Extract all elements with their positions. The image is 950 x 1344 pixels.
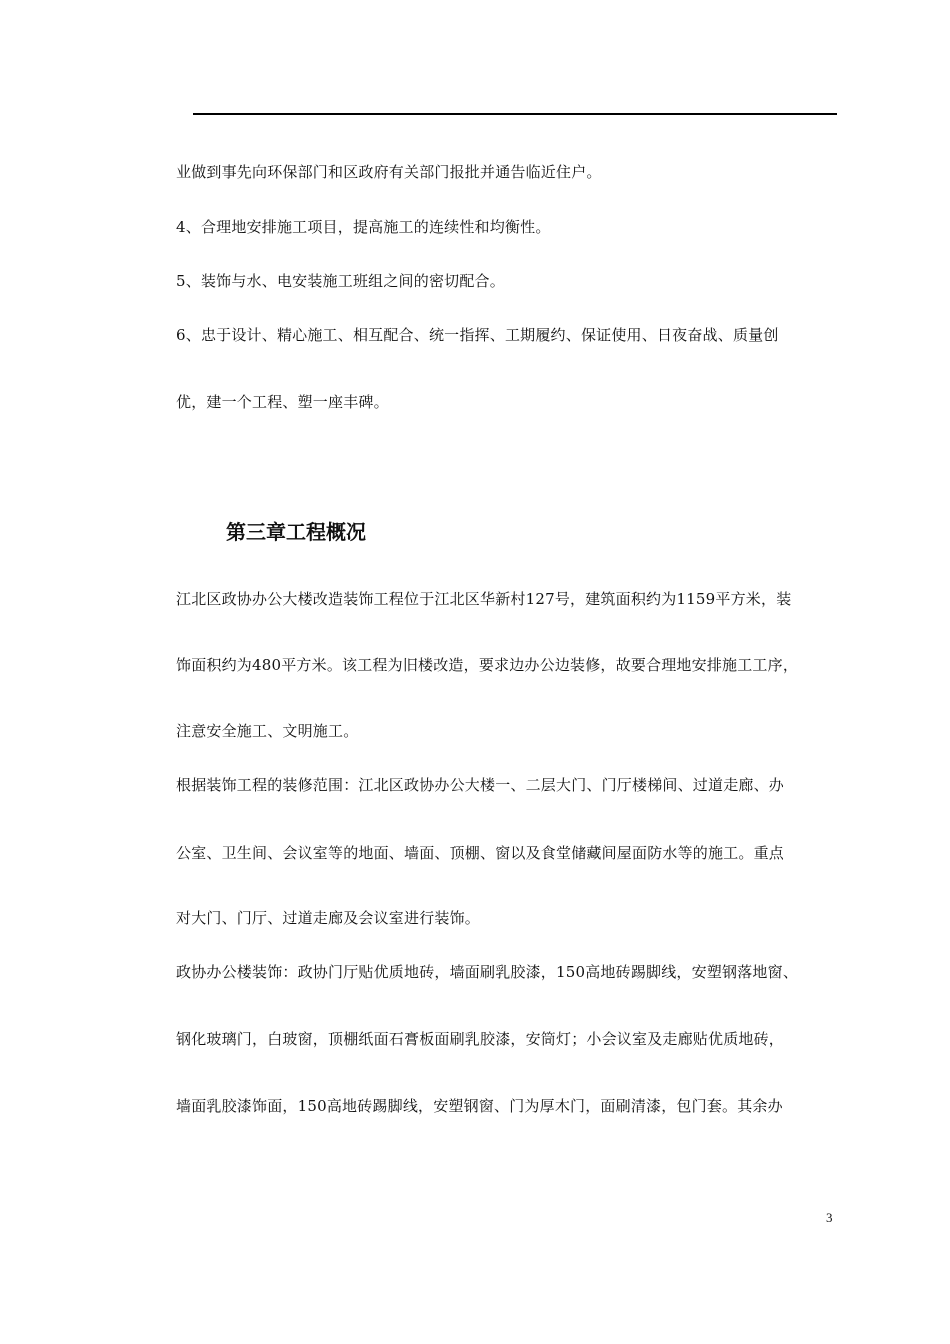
paragraph-line: 江北区政协办公大楼改造装饰工程位于江北区华新村127号，建筑面积约为1159平方米，装 <box>176 590 792 608</box>
text-line: 业做到事先向环保部门和区政府有关部门报批并通告临近住户。 <box>176 163 602 181</box>
paragraph-line: 公室、卫生间、会议室等的地面、墙面、顶棚、窗以及食堂储藏间屋面防水等的施工。重点 <box>176 844 785 862</box>
text-line: 4、合理地安排施工项目，提高施工的连续性和均衡性。 <box>176 218 551 236</box>
page-number: 3 <box>826 1210 833 1225</box>
paragraph-line: 政协办公楼装饰：政协门厅贴优质地砖，墙面刷乳胶漆，150高地砖踢脚线，安塑钢落地窗、 <box>176 963 799 981</box>
text-line: 6、忠于设计、精心施工、相互配合、统一指挥、工期履约、保证使用、日夜奋战、质量创 <box>176 326 779 344</box>
paragraph-line: 对大门、门厅、过道走廊及会议室进行装饰。 <box>176 909 481 927</box>
chapter-heading: 第三章工程概况 <box>226 520 366 544</box>
header-rule <box>193 113 837 115</box>
paragraph-line: 注意安全施工、文明施工。 <box>176 722 359 740</box>
paragraph-line: 墙面乳胶漆饰面，150高地砖踢脚线，安塑钢窗、门为厚木门，面刷清漆，包门套。其余办 <box>176 1097 783 1115</box>
paragraph-line: 根据装饰工程的装修范围：江北区政协办公大楼一、二层大门、门厅楼梯间、过道走廊、办 <box>176 776 785 794</box>
text-line: 优，建一个工程、塑一座丰碑。 <box>176 393 389 411</box>
paragraph-line: 钢化玻璃门，白玻窗，顶棚纸面石膏板面刷乳胶漆，安筒灯；小会议室及走廊贴优质地砖， <box>176 1030 785 1048</box>
paragraph-line: 饰面积约为480平方米。该工程为旧楼改造，要求边办公边装修，故要合理地安排施工工序， <box>176 656 799 674</box>
text-line: 5、装饰与水、电安装施工班组之间的密切配合。 <box>176 272 505 290</box>
